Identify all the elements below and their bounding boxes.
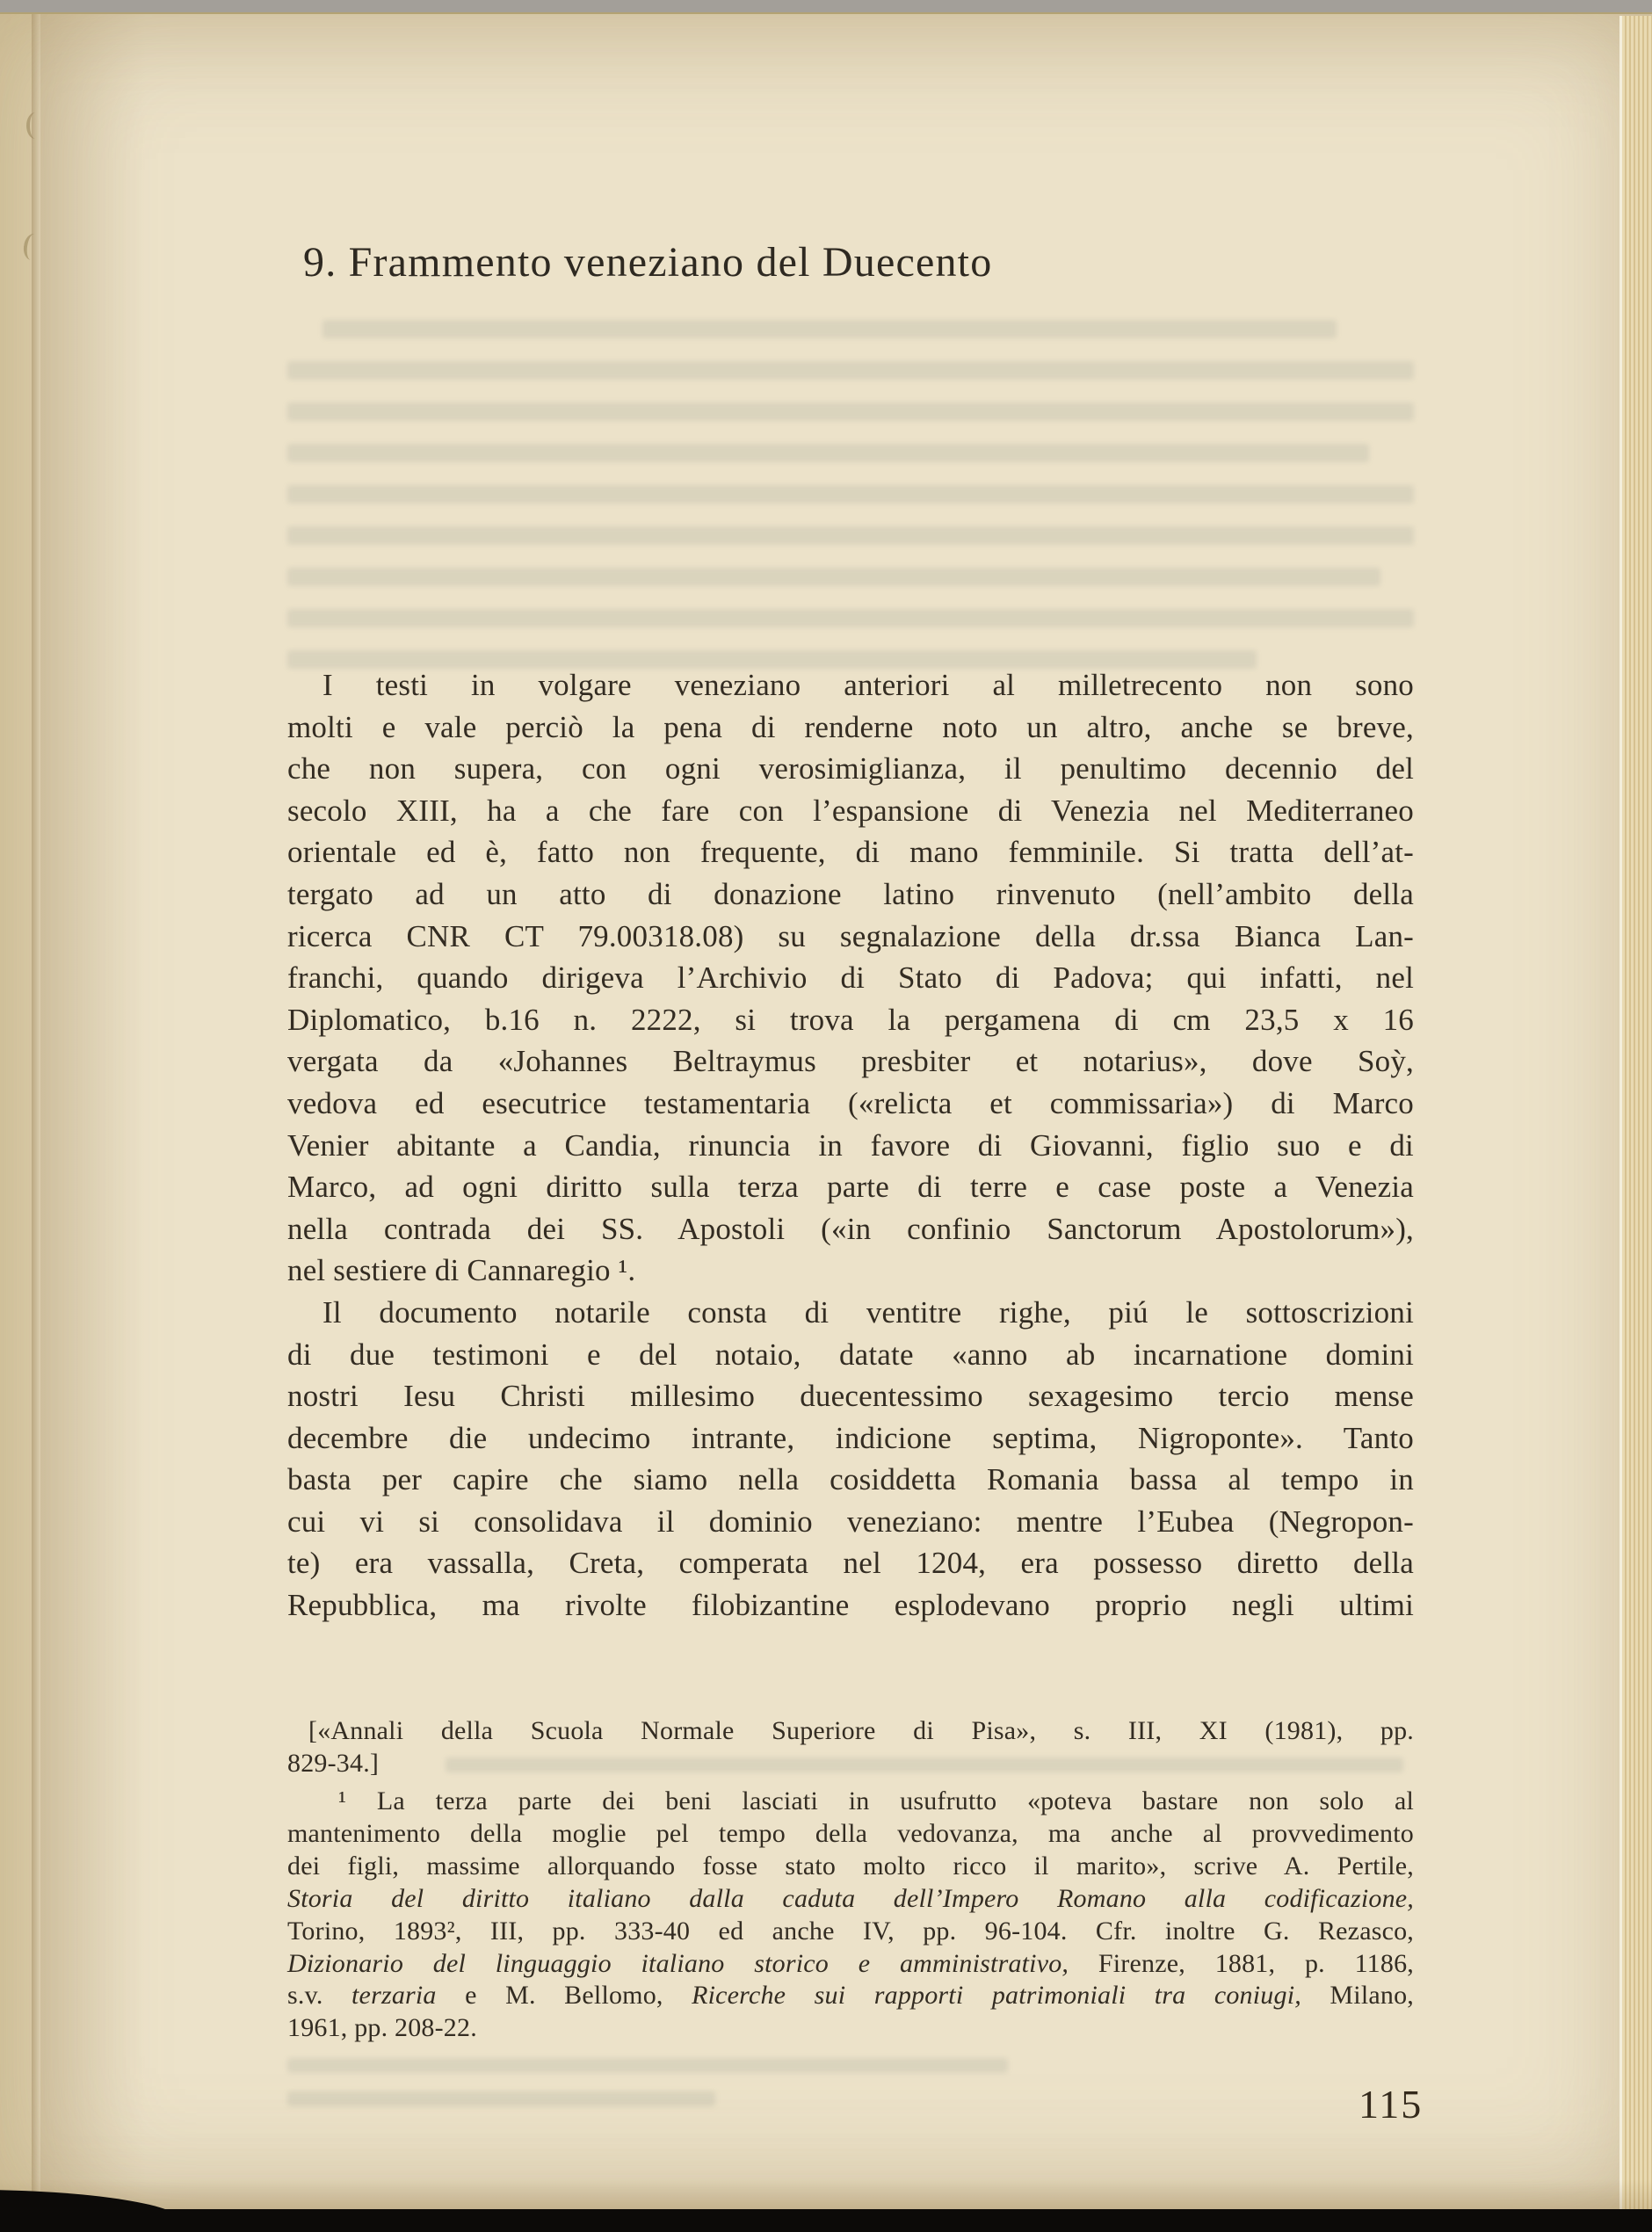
text-line: Torino, 1893², III, pp. 333-40 ed anche IV, pp. 96-104. Cfr. inoltre G. Rezasco,: [287, 1916, 1414, 1946]
paragraph-2: [287, 1292, 1414, 1627]
show-through-line: [287, 526, 1414, 545]
text-line: 829-34.]: [287, 1748, 380, 1778]
text-line: Venier abitante a Candia, rinuncia in favore di Giovanni, figlio suo e di: [287, 1127, 1414, 1163]
book-page: [0, 12, 1652, 2213]
text-line: Repubblica, ma rivolte filobizantine esplodevano proprio negli ultimi: [287, 1588, 1414, 1623]
text-line: Il documento notarile consta di ventitre righe, piú le sottoscrizioni: [322, 1294, 1414, 1330]
show-through-line: [287, 361, 1414, 380]
text-line: nostri Iesu Christi millesimo duecentessimo sexagesimo tercio mense: [287, 1379, 1414, 1414]
show-through-line: [287, 402, 1414, 421]
text-line: [«Annali della Scuola Normale Superiore di Pisa», s. III, XI (1981), pp.: [308, 1716, 1414, 1745]
text-line: molti e vale perciò la pena di renderne noto un altro, anche se breve,: [287, 709, 1414, 744]
scan-shadow-bottom: [0, 2209, 1652, 2232]
section-title: 9. Frammento veneziano del Duecento: [303, 239, 993, 286]
show-through-line: [287, 2091, 715, 2106]
text-line: dei figli, massime allorquando fosse stato molto ricco il marito», scrive A. Pertile,: [287, 1851, 1414, 1881]
citation: [287, 1715, 1414, 1780]
text-line: te) era vassalla, Creta, comperata nel 1204, era possesso diretto della: [287, 1546, 1414, 1581]
text-line: decembre die undecimo intrante, indicione septima, Nigroponte». Tanto: [287, 1420, 1414, 1455]
book-gutter-shadow: [40, 14, 146, 2213]
show-through-line: [322, 320, 1337, 338]
show-through-ghost: [287, 320, 1414, 671]
book-fore-edge: [1619, 16, 1652, 2209]
text-line: ¹ La terza parte dei beni lasciati in usufrutto «poteva bastare non solo al: [338, 1786, 1414, 1815]
show-through-line: [287, 485, 1414, 504]
paper-blemish: [26, 112, 44, 139]
show-through-line: [287, 609, 1414, 627]
text-line: che non supera, con ogni verosimiglianza, il penultimo decennio del: [287, 751, 1414, 786]
adjacent-page-edge: [0, 14, 32, 2213]
text-line: tergato ad un atto di donazione latino rinvenuto (nell’ambito della: [287, 876, 1414, 911]
text-line: cui vi si consolidava il dominio veneziano: mentre l’Eubea (Negropon-: [287, 1504, 1414, 1539]
text-line: I testi in volgare veneziano anteriori al milletrecento non sono: [322, 668, 1414, 702]
text-line: Dizionario del linguaggio italiano storico e amministrativo, Firenze, 1881, p. 1186,: [287, 1948, 1414, 1978]
book-gutter-crease: [32, 14, 40, 2213]
text-line: s.v. terzaria e M. Bellomo, Ricerche sui rapporti patrimoniali tra coniugi, Milano,: [287, 1981, 1414, 2011]
page-number: 115: [1359, 2082, 1424, 2127]
text-line: nel sestiere di Cannaregio ¹.: [287, 1253, 636, 1288]
footnote: [287, 1786, 1414, 2045]
show-through-line: [287, 2058, 1008, 2073]
text-line: basta per capire che siamo nella cosiddetta Romania bassa al tempo in: [287, 1462, 1414, 1497]
text-line: mantenimento della moglie pel tempo della vedovanza, ma anche al provvedimento: [287, 1818, 1414, 1848]
text-line: franchi, quando dirigeva l’Archivio di Stato di Padova; qui infatti, nel: [287, 960, 1414, 996]
text-line: 1961, pp. 208-22.: [287, 2013, 477, 2043]
text-line: Storia del diritto italiano dalla caduta dell’Impero Romano alla codificazione,: [287, 1883, 1414, 1913]
scan-shadow-fade: [0, 2179, 1652, 2209]
text-line: nella contrada dei SS. Apostoli («in confinio Sanctorum Apostolorum»),: [287, 1211, 1414, 1246]
show-through-line: [287, 568, 1380, 586]
text-line: di due testimoni e del notaio, datate «anno ab incarnatione domini: [287, 1337, 1414, 1372]
text-line: vergata da «Johannes Beltraymus presbiter et notarius», dove Soỳ,: [287, 1044, 1414, 1079]
text-line: ricerca CNR CT 79.00318.08) su segnalazione della dr.ssa Bianca Lan-: [287, 918, 1414, 953]
text-line: secolo XIII, ha a che fare con l’espansione di Venezia nel Mediterraneo: [287, 793, 1414, 828]
text-line: Marco, ad ogni diritto sulla terza parte di terre e case poste a Venezia: [287, 1170, 1414, 1205]
text-line: Diplomatico, b.16 n. 2222, si trova la pergamena di cm 23,5 x 16: [287, 1002, 1414, 1037]
text-line: orientale ed è, fatto non frequente, di mano femminile. Si tratta dell’at-: [287, 835, 1414, 870]
paragraph-1: [287, 664, 1414, 1292]
show-through-line: [287, 444, 1369, 462]
body-text: [287, 664, 1414, 1627]
text-line: vedova ed esecutrice testamentaria («relicta et commissaria») di Marco: [287, 1085, 1414, 1120]
